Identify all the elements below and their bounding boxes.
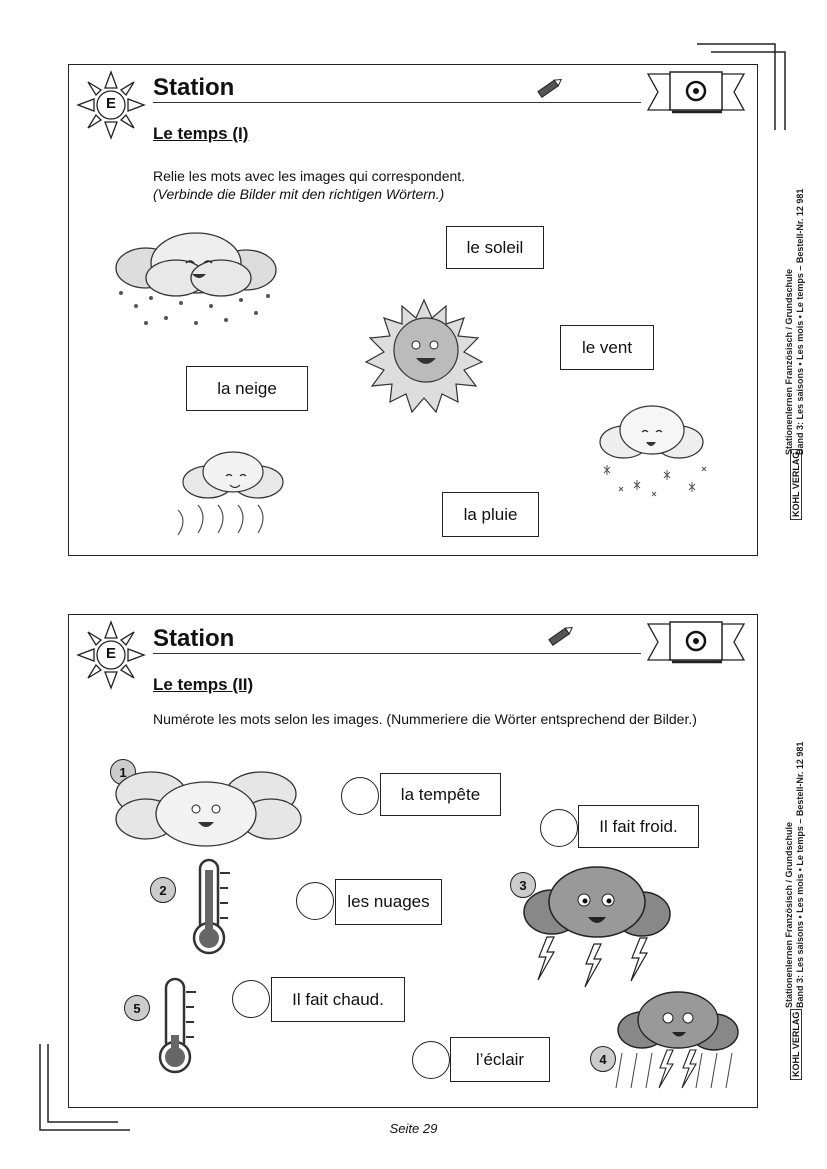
publisher-logo: KOHL VERLAG xyxy=(790,449,802,520)
picture-number-4: 4 xyxy=(590,1046,616,1072)
word-box-le-soleil[interactable]: le soleil xyxy=(446,226,544,269)
page-number: Seite 29 xyxy=(389,1121,438,1136)
instruction-translation: (Verbinde die Bilder mit den richtigen Wörtern.) xyxy=(153,186,445,202)
word-box-le-vent[interactable]: le vent xyxy=(560,325,654,370)
word-box-la-neige[interactable]: la neige xyxy=(186,366,308,411)
rain-storm-cloud-icon xyxy=(612,988,742,1098)
station-title: Station xyxy=(153,74,235,101)
answer-circle-les-nuages[interactable] xyxy=(296,882,334,920)
picture-number-3: 3 xyxy=(510,872,536,898)
word-box-il-fait-chaud: Il fait chaud. xyxy=(271,977,405,1022)
target-icon xyxy=(646,620,746,664)
picture-number-2: 2 xyxy=(150,877,176,903)
answer-circle-leclair[interactable] xyxy=(412,1041,450,1079)
station-badge-letter: E xyxy=(105,645,116,662)
answer-circle-la-tempete[interactable] xyxy=(341,777,379,815)
snow-cloud-icon xyxy=(594,402,714,502)
picture-number-1: 1 xyxy=(110,759,136,785)
sidebar-line-1: Stationenlernen Französisch / Grundschule xyxy=(784,268,794,455)
wind-cloud-icon xyxy=(168,450,288,540)
station-badge-letter: E xyxy=(105,95,116,112)
station-subtitle: Le temps (I) xyxy=(153,124,249,143)
sidebar-line-2: Band 3: Les saisons • Les mois • Le temps – Bestell-Nr. 12 981 xyxy=(795,188,805,455)
title-rule xyxy=(153,102,641,103)
title-rule xyxy=(153,653,641,654)
pencil-icon xyxy=(546,626,576,646)
sidebar-line-1: Stationenlernen Französisch / Grundschule xyxy=(784,821,794,1008)
sidebar-text-top xyxy=(784,95,806,455)
instruction-text: Relie les mots avec les images qui correspondent. xyxy=(153,168,466,184)
clouds-icon xyxy=(106,764,306,854)
target-icon xyxy=(646,70,746,114)
word-box-les-nuages: les nuages xyxy=(335,879,442,925)
word-box-il-fait-froid: Il fait froid. xyxy=(578,805,699,848)
publisher-logo: KOHL VERLAG xyxy=(790,1009,802,1080)
pencil-icon xyxy=(535,78,565,98)
word-box-leclair: l’éclair xyxy=(450,1037,550,1082)
answer-circle-il-fait-chaud[interactable] xyxy=(232,980,270,1018)
station-title: Station xyxy=(153,625,235,652)
answer-circle-il-fait-froid[interactable] xyxy=(540,809,578,847)
sidebar-text-bottom xyxy=(784,648,806,1008)
rain-cloud-icon xyxy=(106,228,286,338)
picture-number-5: 5 xyxy=(124,995,150,1021)
instruction-text: Numérote les mots selon les images. (Nummeriere die Wörter entsprechend der Bilder.) xyxy=(153,711,697,727)
word-box-la-pluie[interactable]: la pluie xyxy=(442,492,539,537)
word-box-la-tempete: la tempête xyxy=(380,773,501,816)
station-subtitle: Le temps (II) xyxy=(153,675,254,694)
sidebar-line-2: Band 3: Les saisons • Les mois • Le temps – Bestell-Nr. 12 981 xyxy=(795,741,805,1008)
thermometer-icon xyxy=(154,977,204,1077)
sun-icon xyxy=(354,300,494,400)
thermometer-icon xyxy=(188,858,238,958)
storm-cloud-icon xyxy=(522,862,672,992)
